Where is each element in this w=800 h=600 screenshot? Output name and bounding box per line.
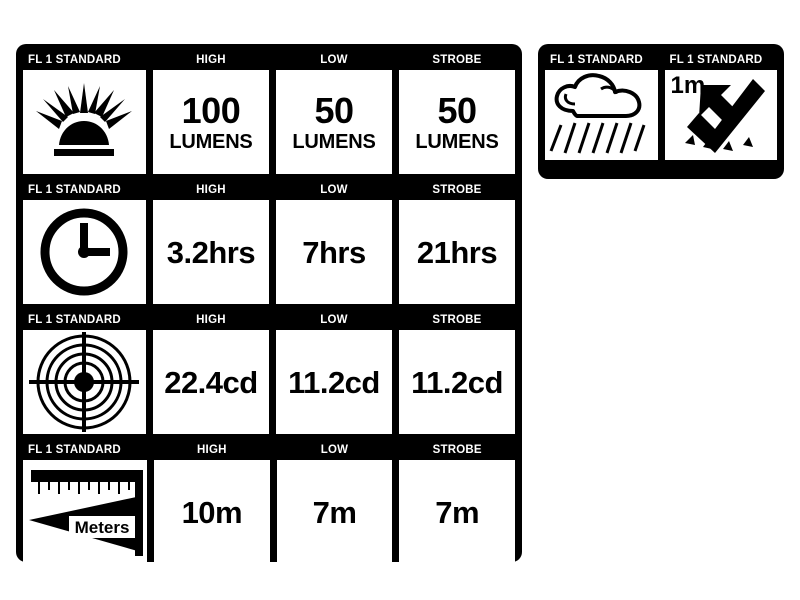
column-header-low: LOW — [320, 444, 349, 456]
run-time-high-value: 3.2hrs — [166, 234, 256, 270]
peak-beam-intensity-low-cell — [276, 311, 392, 434]
table-row — [16, 174, 522, 304]
peak-beam-intensity-high-box — [153, 330, 269, 434]
column-header-low: LOW — [320, 314, 348, 326]
beam-distance-high-box — [154, 460, 270, 564]
light-output-high-cell — [153, 51, 269, 174]
light-output-low-box — [276, 70, 392, 174]
column-header-strobe: STROBE — [432, 54, 482, 66]
beam-distance-strobe-value: 7m — [435, 494, 480, 530]
light-output-strobe-value: 50 — [437, 89, 477, 131]
peak-beam-intensity-high-cell — [153, 311, 269, 434]
resistance-panel — [538, 44, 784, 179]
light-output-icon-box — [23, 70, 146, 174]
run-time-strobe-box — [399, 200, 515, 304]
light-output-icon-cell — [23, 51, 146, 174]
water-resistance-box — [545, 70, 658, 160]
water-resistance-cell — [545, 51, 658, 160]
run-time-icon-box — [23, 200, 146, 304]
beam-distance-icon-box — [23, 460, 147, 564]
beam-distance-high-cell — [154, 441, 270, 564]
light-output-high-box — [153, 70, 269, 174]
fl1-standard-label: FL 1 STANDARD — [550, 54, 643, 66]
beam-distance-meters-icon — [23, 460, 147, 564]
run-time-low-value: 7hrs — [302, 234, 366, 270]
run-time-strobe-value: 21hrs — [416, 234, 498, 270]
peak-beam-intensity-target-icon — [29, 332, 139, 432]
column-header-low: LOW — [320, 54, 348, 66]
peak-beam-intensity-strobe-value: 11.2cd — [411, 364, 503, 400]
peak-beam-intensity-icon-box — [23, 330, 146, 434]
run-time-icon-cell — [23, 181, 146, 304]
beam-distance-icon-label: Meters — [74, 518, 130, 537]
peak-beam-intensity-icon-cell — [23, 311, 146, 434]
column-header-high: HIGH — [196, 184, 226, 196]
light-output-sunburst-icon — [32, 77, 136, 167]
column-header-low: LOW — [320, 184, 348, 196]
table-row — [16, 44, 522, 174]
beam-distance-low-cell — [277, 441, 393, 564]
beam-distance-low-value: 7m — [312, 494, 357, 530]
run-time-low-cell — [276, 181, 392, 304]
impact-resistance-box — [665, 70, 778, 160]
fl1-standard-label: FL 1 STANDARD — [28, 54, 121, 66]
column-header-high: HIGH — [196, 314, 226, 326]
resistance-row — [538, 44, 784, 167]
column-header-strobe: STROBE — [432, 314, 482, 326]
run-time-low-box — [276, 200, 392, 304]
fl1-standard-label: FL 1 STANDARD — [28, 444, 121, 456]
table-row — [16, 304, 522, 434]
peak-beam-intensity-low-value: 11.2cd — [288, 364, 380, 400]
column-header-high: HIGH — [197, 444, 227, 456]
peak-beam-intensity-high-value: 22.4cd — [164, 364, 258, 400]
table-row — [16, 434, 522, 571]
light-output-high-value: 100 — [181, 89, 241, 131]
peak-beam-intensity-strobe-cell — [399, 311, 515, 434]
beam-distance-strobe-cell — [399, 441, 515, 564]
light-output-low-value: 50 — [314, 89, 354, 131]
light-output-low-cell — [276, 51, 392, 174]
run-time-strobe-cell — [399, 181, 515, 304]
fl1-standard-label: FL 1 STANDARD — [669, 54, 763, 66]
beam-distance-icon-cell — [23, 441, 147, 564]
column-header-strobe: STROBE — [432, 184, 482, 196]
peak-beam-intensity-strobe-box — [399, 330, 515, 434]
light-output-strobe-cell — [399, 51, 515, 174]
impact-resistance-cell — [665, 51, 778, 160]
beam-distance-high-value: 10m — [181, 494, 243, 530]
light-output-strobe-box — [399, 70, 515, 174]
fl1-standard-label: FL 1 STANDARD — [28, 314, 121, 326]
beam-distance-low-box — [277, 460, 393, 564]
rain-cloud-icon — [545, 71, 657, 159]
main-specification-panel — [16, 44, 522, 562]
peak-beam-intensity-low-box — [276, 330, 392, 434]
column-header-strobe: STROBE — [432, 444, 482, 456]
run-time-high-cell — [153, 181, 269, 304]
run-time-high-box — [153, 200, 269, 304]
light-output-low-unit: LUMENS — [292, 130, 376, 153]
fl1-standard-label: FL 1 STANDARD — [28, 184, 121, 196]
column-header-high: HIGH — [196, 54, 226, 66]
light-output-high-unit: LUMENS — [169, 130, 253, 153]
light-output-strobe-unit: LUMENS — [415, 130, 499, 153]
run-time-clock-icon — [38, 206, 130, 298]
impact-resistance-value: 1m — [670, 72, 706, 99]
beam-distance-strobe-box — [399, 460, 515, 564]
